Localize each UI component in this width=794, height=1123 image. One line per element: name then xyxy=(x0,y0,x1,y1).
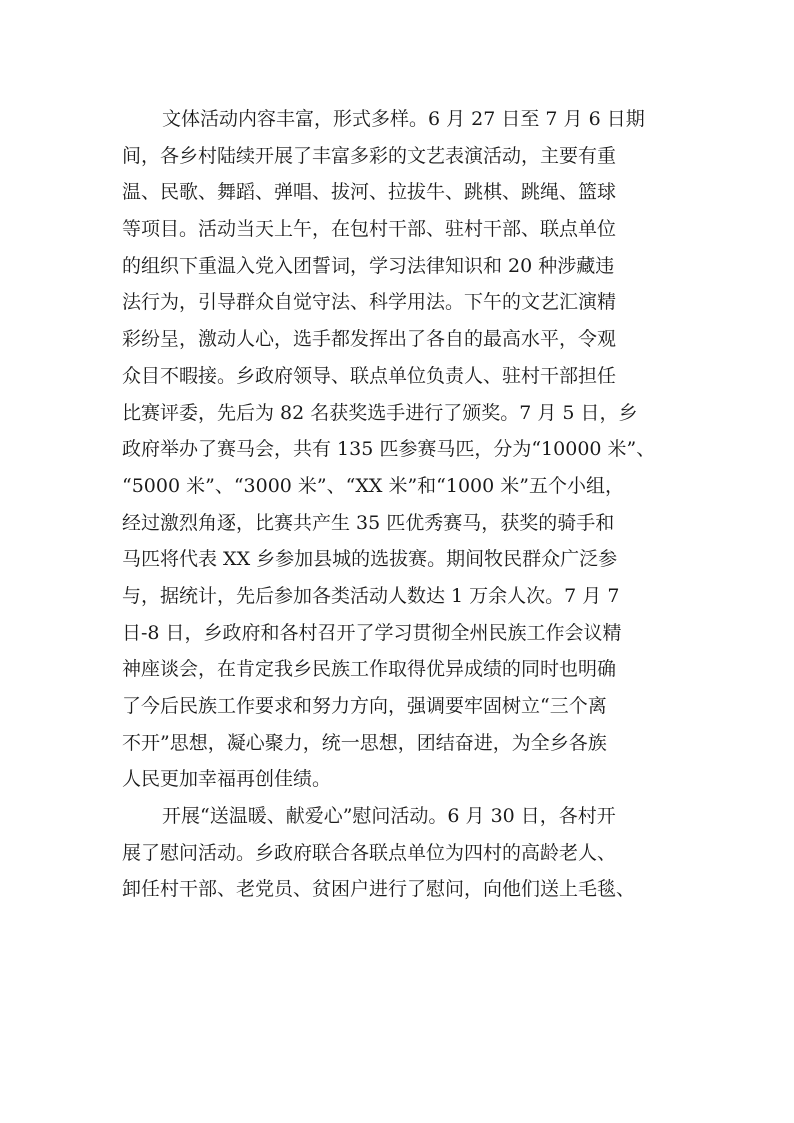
text-line: 卸任村干部、老党员、贫困户进行了慰问，向他们送上毛毯、 xyxy=(122,878,636,901)
text-line: 日-8 日，乡政府和各村召开了学习贯彻全州民族工作会议精 xyxy=(122,621,622,644)
text-line: 马匹将代表 XX 乡参加县城的选拔赛。期间牧民群众广泛参 xyxy=(122,548,618,571)
text-line: 人民更加幸福再创佳绩。 xyxy=(122,768,332,791)
text-line: 法行为，引导群众自觉守法、科学用法。下午的文艺汇演精 xyxy=(122,291,617,314)
text-line: 政府举办了赛马会，共有 135 匹参赛马匹，分为“10000 米”、 xyxy=(122,438,656,461)
text-line: 与，据统计，先后参加各类活动人数达 1 万余人次。7 月 7 xyxy=(122,584,620,607)
text-line: 不开”思想，凝心聚力，统一思想，团结奋进，为全乡各族 xyxy=(122,731,607,754)
text-line: 的组织下重温入党入团誓词，学习法律知识和 20 种涉藏违 xyxy=(122,254,615,277)
text-line: 温、民歌、舞蹈、弹唱、拔河、拉拔牛、跳棋、跳绳、篮球 xyxy=(122,181,617,204)
text-line: 彩纷呈，激动人心，选手都发挥出了各自的最高水平，令观 xyxy=(122,328,617,351)
document-body xyxy=(122,101,682,908)
text-line: 文体活动内容丰富，形式多样。6 月 27 日至 7 月 6 日期 xyxy=(162,108,645,130)
text-line: 比赛评委，先后为 82 名获奖选手进行了颁奖。7 月 5 日，乡 xyxy=(122,401,638,424)
text-line: 了今后民族工作要求和努力方向，强调要牢固树立“三个离 xyxy=(122,695,607,717)
text-line: 众目不暇接。乡政府领导、联点单位负责人、驻村干部担任 xyxy=(122,364,617,387)
text-line: 等项目。活动当天上午，在包村干部、驻村干部、联点单位 xyxy=(122,218,617,241)
paragraph-condolence-activities xyxy=(122,798,682,908)
text-line: “5000 米”、“3000 米”、“XX 米”和“1000 米”五个小组， xyxy=(122,474,624,497)
text-line: 展了慰问活动。乡政府联合各联点单位为四村的高龄老人、 xyxy=(122,841,617,864)
text-line: 开展“送温暖、献爱心”慰问活动。6 月 30 日，各村开 xyxy=(162,805,616,828)
paragraph-cultural-activities xyxy=(122,101,682,798)
text-line: 经过激烈角逐，比赛共产生 35 匹优秀赛马，获奖的骑手和 xyxy=(122,511,615,534)
text-line: 间，各乡村陆续开展了丰富多彩的文艺表演活动，主要有重 xyxy=(122,144,617,167)
text-line: 神座谈会，在肯定我乡民族工作取得优异成绩的同时也明确 xyxy=(122,658,617,681)
